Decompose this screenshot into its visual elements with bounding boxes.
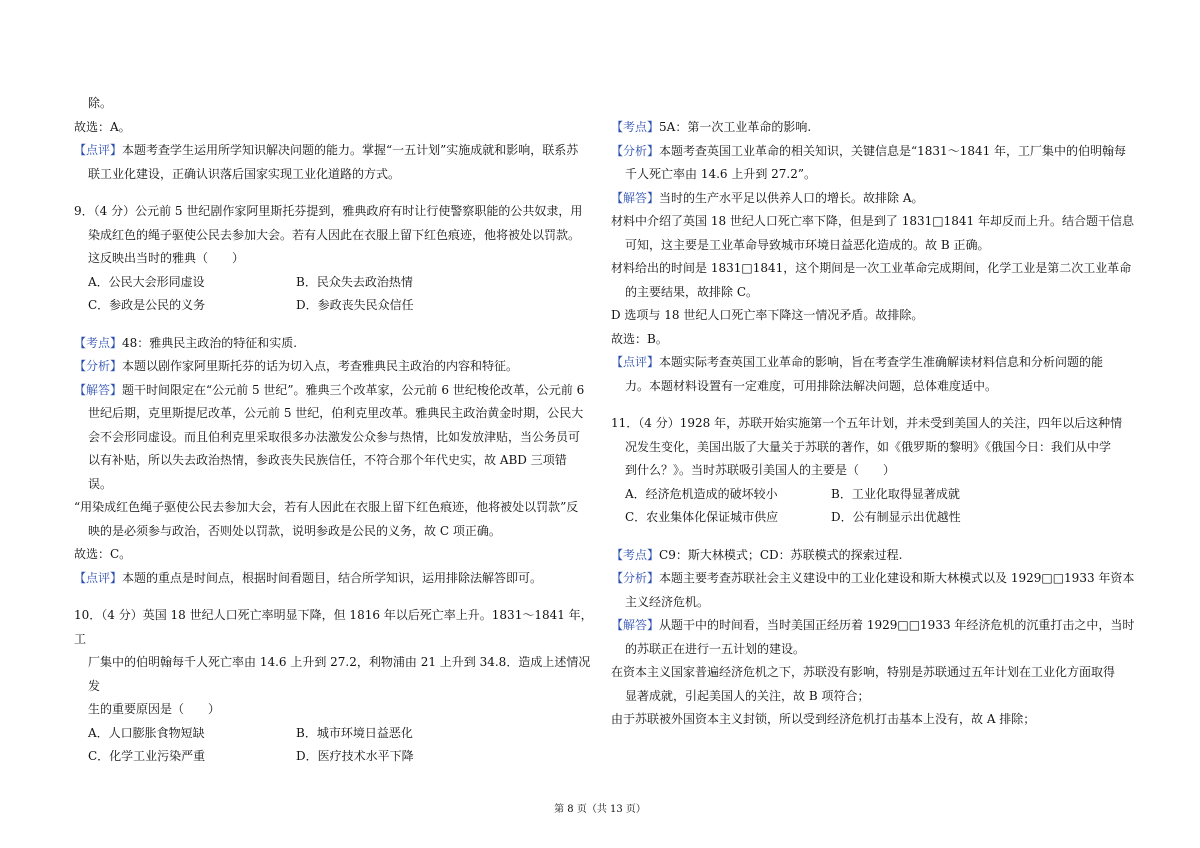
option-c: C．化学工业污染严重 [88,749,206,763]
answer-line: “用染成红色绳子驱使公民去参加大会，若有人因此在衣服上留下红色痕迹，他将被处以罚款”反 [74,500,579,514]
question-9-options-row [74,294,594,318]
answer-text: 当时的生产水平足以供养人口的增长。故排除 A。 [659,190,924,205]
question-11-line: 11．（4 分）1928 年，苏联开始实施第一个五年计划，并未受到美国人的关注，四年以后这种情 [611,416,1123,430]
kaodian-tag: 【考点】 [74,335,123,350]
analysis-line: 主义经济危机。 [625,594,710,609]
answer-line [611,614,1136,638]
answer-line: 世纪后期，克里斯提尼改革，公元前 5 世纪，伯利克里改革。雅典民主政治黄金时期，公民大 [88,406,584,420]
analysis-text: 本题考查英国工业革命的相关知识，关键信息是“1831～1841 年，工厂集中的伯明翰每 [659,143,1127,158]
kaodian-line [611,116,1136,140]
question-9-options-row [74,271,594,295]
comment-tag: 【点评】 [74,143,123,157]
kaodian-text: 48：雅典民主政治的特征和实质. [122,335,298,350]
kaodian-tag: 【考点】 [611,547,660,562]
analysis-tag: 【分析】 [74,359,123,373]
question-10-options-row [74,722,594,746]
answer-line: 在资本主义国家普遍经济危机之下，苏联没有影响，特别是苏联通过五年计划在工业化方面取得 [611,665,1116,679]
question-11-options-row [611,483,1136,507]
answer-tag: 【解答】 [611,618,660,632]
choice-line: 故选：C。 [74,547,132,561]
kaodian-text: C9：斯大林模式；CD：苏联模式的探索过程. [659,547,903,562]
option-a: A．人口膨胀食物短缺 [88,725,205,740]
analysis-tag: 【分析】 [611,571,660,585]
comment-line [74,567,594,591]
option-d: D．参政丧失民众信任 [296,298,414,312]
answer-line: 材料给出的时间是 1831□1841，这个期间是一次工业革命完成期间，化学工业是第二次工业革命 [611,261,1132,275]
answer-line: 的苏联正在进行一五计划的建设。 [625,641,806,656]
answer-text: 从题干中的时间看，当时美国正经历着 1929□□1933 年经济危机的沉重打击之中，当时 [659,618,1135,632]
option-c: C．农业集体化保证城市供应 [625,510,779,524]
page-footer: 第 8 页（共 13 页） [554,804,646,815]
answer-line: 映的是必须参与政治，否则处以罚款，说明参政是公民的义务，故 C 项正确。 [88,523,501,538]
comment-text: 本题的重点是时间点，根据时间看题目，结合所学知识，运用排除法解答即可。 [122,570,543,585]
comment-text: 本题实际考查英国工业革命的影响，旨在考查学生准确解读材料信息和分析问题的能 [659,355,1104,369]
answer-line: 误。 [88,476,113,491]
option-d: D．公有制显示出优越性 [831,510,961,524]
question-9-line: 这反映出当时的雅典（ ） [88,251,245,265]
kaodian-tag: 【考点】 [611,120,660,134]
option-a: A．经济危机造成的破坏较小 [625,486,778,501]
analysis-line: 千人死亡率由 14.6 上升到 27.2”。 [625,167,817,181]
comment-text: 本题考查学生运用所学知识解决问题的能力。掌握“一五计划”实施成就和影响，联系苏 [122,143,579,157]
question-10-line: 厂集中的伯明翰每千人死亡率由 14.6 上升到 27.2，利物浦由 21 上升到 34.8．造成上述情况发 [88,655,591,693]
analysis-line [611,140,1136,164]
choice-line: 故选：B。 [611,331,668,346]
option-b: B．城市环境日益恶化 [296,725,413,740]
analysis-text: 本题主要考查苏联社会主义建设中的工业化建设和斯大林模式以及 1929□□1933 年资本 [659,571,1135,585]
text-line: 除。 [88,96,113,110]
left-column [74,92,594,769]
comment-tag: 【点评】 [74,570,123,585]
comment-line [74,139,594,163]
answer-line: 可知，这主要是工业革命导致城市环境日益恶化造成的。故 B 正确。 [625,237,990,252]
question-11-options-row [611,506,1136,530]
question-10-options-row [74,745,594,769]
answer-tag: 【解答】 [611,190,660,205]
comment-tag: 【点评】 [611,355,660,369]
analysis-line [611,567,1136,591]
answer-line: D 选项与 18 世纪人口死亡率下降这一情况矛盾。故排除。 [611,308,924,322]
analysis-tag: 【分析】 [611,143,660,158]
answer-line [611,187,1136,211]
kaodian-line [74,332,594,356]
kaodian-text: 5A：第一次工业革命的影响. [659,120,812,134]
option-b: B．工业化取得显著成就 [831,486,960,501]
analysis-line [74,355,594,379]
answer-line: 显著成就，引起美国人的关注，故 B 项符合； [625,688,870,703]
answer-line: 材料中介绍了英国 18 世纪人口死亡率下降，但是到了 1831□1841 年却反而上升。结合题干信息 [611,214,1134,228]
option-d: D．医疗技术水平下降 [296,749,414,763]
question-10-line: 生的重要原因是（ ） [88,702,221,716]
answer-line: 以有补贴，所以失去政治热情，参政丧失民族信任，不符合那个年代史实，故 ABD 三项错 [88,453,567,467]
right-column [611,116,1136,732]
option-b: B．民众失去政治热情 [296,274,413,289]
question-11-line: 况发生变化，美国出版了大量关于苏联的著作，如《俄罗斯的黎明》《俄国今日：我们从中学 [625,439,1112,454]
comment-line: 力。本题材料设置有一定难度，可用排除法解决问题，总体难度适中。 [625,378,998,393]
option-c: C．参政是公民的义务 [88,298,206,312]
answer-tag: 【解答】 [74,382,123,397]
text-line: 故选：A。 [74,119,131,134]
question-10-line: 10．（4 分）英国 18 世纪人口死亡率明显下降，但 1816 年以后死亡率上升。1831～1841 年，工 [74,608,593,646]
analysis-text: 本题以剧作家阿里斯托芬的话为切入点，考查雅典民主政治的内容和特征。 [122,359,519,373]
answer-line: 的主要结果，故排除 C。 [625,284,758,299]
option-a: A．公民大会形同虚设 [88,274,205,289]
comment-line [611,351,1136,375]
text-line: 联工业化建设，正确认识落后国家实现工业化道路的方式。 [88,166,401,181]
question-9-line: 9．（4 分）公元前 5 世纪剧作家阿里斯托芬提到，雅典政府有时让行使警察职能的公共奴隶，用 [74,204,583,218]
answer-line: 会不会形同虚设。而且伯利克里采取很多办法激发公众参与热情，比如发放津贴，当公务员可 [88,429,581,444]
answer-text: 题干时间限定在“公元前 5 世纪”。雅典三个改革家，公元前 6 世纪梭伦改革，公元前 6 [122,382,585,397]
answer-line: 由于苏联被外国资本主义封锁，所以受到经济危机打击基本上没有，故 A 排除； [611,712,1036,726]
kaodian-line [611,544,1136,568]
answer-line [74,379,594,403]
question-11-line: 到什么？》。当时苏联吸引美国人的主要是（ ） [625,463,896,477]
question-9-line: 染成红色的绳子驱使公民去参加大会。若有人因此在衣服上留下红色痕迹，他将被处以罚款。 [88,227,581,242]
